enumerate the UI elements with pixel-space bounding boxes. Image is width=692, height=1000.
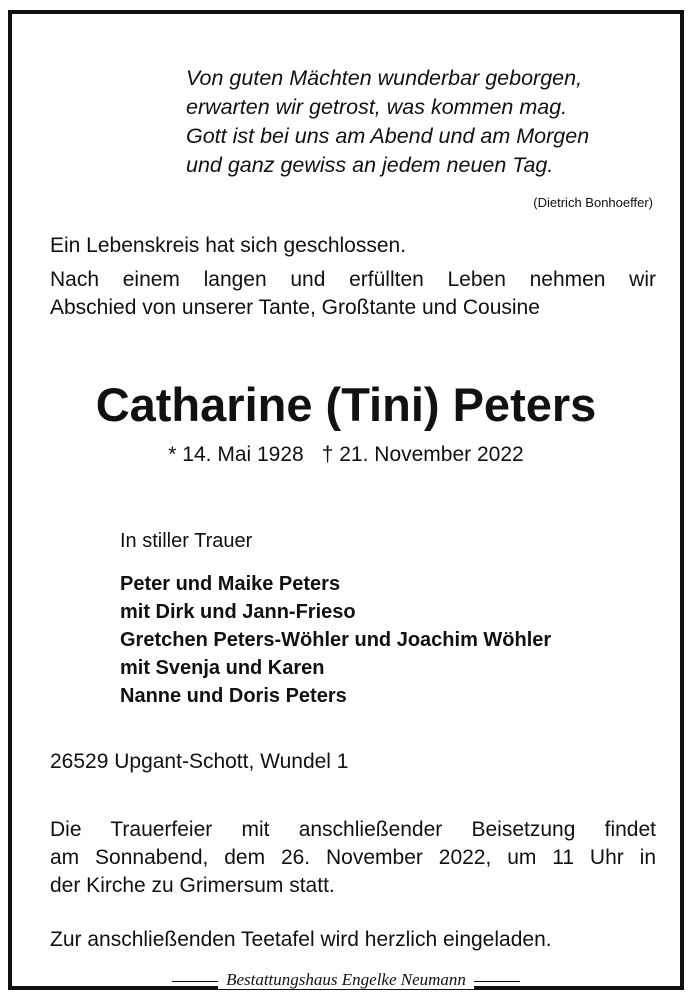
poem-line: und ganz gewiss an jedem neuen Tag.: [186, 153, 554, 177]
mourners-list: [120, 570, 680, 710]
mourner-name: Nanne und Doris Peters: [120, 685, 347, 707]
invitation: Zur anschließenden Teetafel wird herzlich eingeladen.: [50, 928, 552, 951]
funeral-home: Bestattungshaus Engelke Neumann: [12, 970, 680, 990]
obituary-frame: [8, 10, 684, 990]
death-date: † 21. November 2022: [321, 443, 524, 466]
poem-line: Gott ist bei uns am Abend und am Morgen: [186, 124, 590, 148]
funeral-paragraph: [50, 816, 656, 900]
mourning-heading: In stiller Trauer: [120, 530, 253, 552]
poem-author: (Dietrich Bonhoeffer): [533, 195, 653, 210]
intro-line: Nach einem langen und erfüllten Leben nehmen wir: [50, 268, 656, 291]
mourner-name: Peter und Maike Peters: [120, 573, 341, 595]
poem-line: Von guten Mächten wunderbar geborgen,: [186, 66, 583, 90]
funeral-line: Die Trauerfeier mit anschließender Beisetzung findet: [50, 818, 656, 841]
intro-line: Ein Lebenskreis hat sich geschlossen.: [50, 234, 407, 257]
address: 26529 Upgant-Schott, Wundel 1: [50, 750, 349, 773]
life-dates: [12, 443, 680, 467]
footer: [12, 970, 680, 990]
poem-block: [186, 64, 666, 180]
birth-date: * 14. Mai 1928: [168, 443, 304, 466]
mourner-name: mit Dirk und Jann-Frieso: [120, 601, 356, 623]
mourner-name: mit Svenja und Karen: [120, 657, 325, 679]
poem-line: erwarten wir getrost, was kommen mag.: [186, 95, 568, 119]
mourner-name: Gretchen Peters-Wöhler und Joachim Wöhler: [120, 629, 552, 651]
funeral-line: am Sonnabend, dem 26. November 2022, um 11 Uhr in: [50, 846, 656, 869]
funeral-line: der Kirche zu Grimersum statt.: [50, 874, 335, 897]
deceased-name: Catharine (Tini) Peters: [95, 378, 597, 431]
intro-paragraph: [50, 266, 656, 322]
intro-line: Abschied von unserer Tante, Großtante und Cousine: [50, 296, 540, 319]
